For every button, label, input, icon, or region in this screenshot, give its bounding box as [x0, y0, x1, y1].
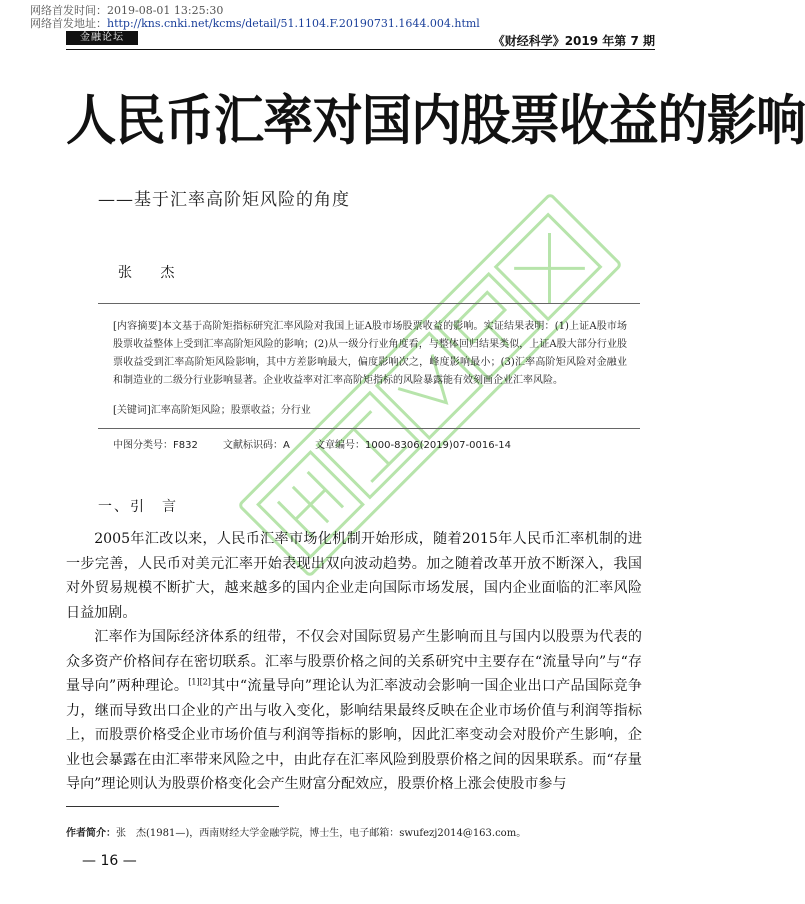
paragraph-2-text [66, 625, 642, 797]
online-publish-address [30, 17, 480, 30]
clc-number: 中图分类号：F832 [113, 440, 198, 451]
page-number: — 16 — [82, 853, 137, 869]
body-paragraph-2 [66, 625, 642, 797]
article-id: 文章编号：1000-8306(2019)07-0016-14 [315, 440, 511, 451]
author-footnote [66, 824, 526, 839]
paragraph-1-text: 2005年汇改以来，人民币汇率市场化机制开始形成，随着2015年人民币汇率机制的进一步完善，人民币对美元汇率开始表现出双向波动趋势。加之随着改革开放不断深入，我国对外贸易规模不断扩大，越来越多的国内企业走向国际市场发展，国内企业面临的汇率风险日益加剧。 [66, 531, 642, 621]
classification-line [113, 436, 533, 451]
footnote-rule [66, 806, 279, 807]
header-rule [66, 49, 655, 50]
document-code: 文献标识码：A [223, 440, 290, 451]
keywords: [关键词]汇率高阶矩风险；股票收益；分行业 [113, 405, 311, 416]
journal-issue: 《财经科学》2019 年第 7 期 [492, 34, 655, 48]
online-url-label: 网络首发地址： [30, 17, 107, 30]
article-subtitle: ——基于汇率高阶矩风险的角度 [98, 190, 350, 210]
section-heading: 一、引 言 [98, 499, 178, 515]
paragraph-2-part-a: 汇率作为国际经济体系的纽带，不仅会对国际贸易产生影响而且与国内以股票为代表的众多资产价格间存在密切联系。汇率与股票价格之间的关系研究中主要存在“流量导向”与“存量导向”两种理论。 [66, 629, 642, 694]
footnote-text: 张 杰(1981—)，西南财经大学金融学院，博士生，电子邮箱：swufezj2014@163.com。 [116, 828, 527, 839]
author-name: 张 杰 [118, 265, 187, 281]
article-title: 人民币汇率对国内股票收益的影响 [66, 88, 805, 152]
online-url-link[interactable]: http://kns.cnki.net/kcms/detail/51.1104.F.20190731.1644.004.html [107, 17, 480, 30]
abstract-text: [内容摘要]本文基于高阶矩指标研究汇率风险对我国上证A股市场股票收益的影响。实证结果表明：(1)上证A股市场股票收益整体上受到汇率高阶矩风险的影响；(2)从一级分行业角度看，与整体回归结果类似，上证A股大部分行业股票收益受到汇率高阶矩风险影响，其中方差影响最大，偏度影响次之，峰度影响最小；(3)汇率高阶矩风险对金融业和制造业的二级分行业影响显著。企业收益率对汇率高阶矩指标的风险暴露能有效刻画企业汇率风险。 [113, 321, 627, 386]
footnote-label: 作者简介： [66, 828, 116, 839]
column-badge: 金融论坛 [66, 31, 138, 45]
citation-ref: [1][2] [188, 677, 211, 687]
paragraph-2-part-b: 其中“流量导向”理论认为汇率波动会影响一国企业出口产品国际竞争力，继而导致出口企业的产出与收入变化，影响结果最终反映在企业市场价值与利润等指标上，而股票价格受企业市场价值与利润等指标的影响，因此汇率变动会对股价产生影响，企业也会暴露在由汇率带来风险之中，由此存在汇率风险到股票价格之间的因果联系。而“存量导向”理论则认为股票价格变化会产生财富分配效应，股票价格上涨会使股市参与 [66, 678, 642, 792]
online-publish-time: 网络首发时间：2019-08-01 13:25:30 [30, 4, 224, 17]
body-paragraph-1 [66, 527, 642, 625]
